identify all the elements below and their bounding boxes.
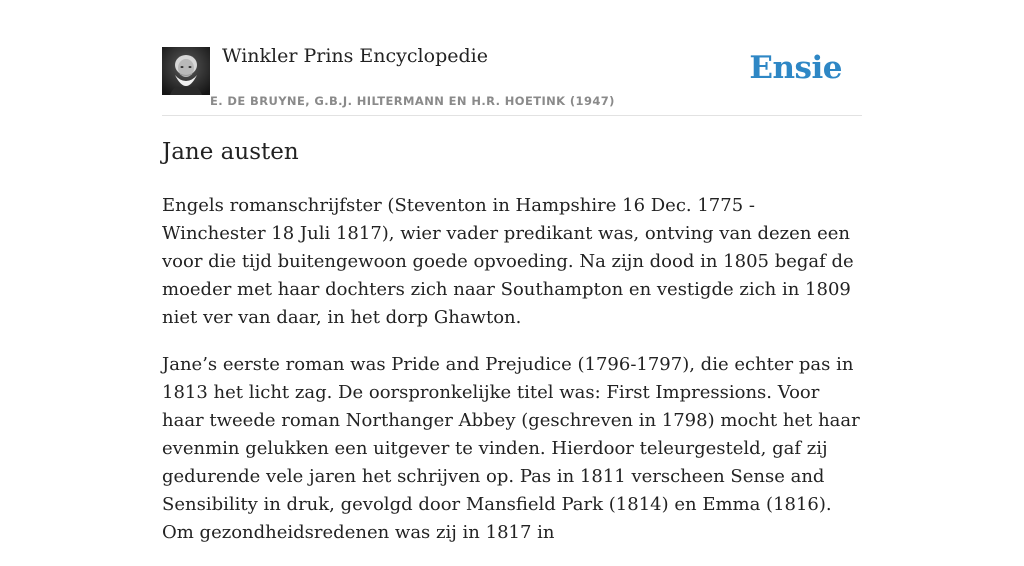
article-paragraph: Jane’s eerste roman was Pride and Prejudice (1796-1797), die echter pas in 1813 het licht zag. De oorspronkelijke titel was: First Impressions. Voor haar tweede roman Northanger Abbey (geschreven in 1798) mocht het haar evenmin gelukken een uitgever te vinden. Hierdoor teleurgesteld, gaf zij gedurende vele jaren het schrijven op. Pas in 1811 verscheen Sense and Sensibility in druk, gevolgd door Mansfield Park (1814) en Emma (1816). Om gezondheidsredenen was zij in 1817 in	[162, 354, 860, 543]
content-container	[162, 0, 862, 543]
site-title: Winkler Prins Encyclopedie	[222, 45, 488, 67]
author-portrait-icon	[162, 47, 210, 95]
article-body	[162, 192, 862, 566]
ensie-logo-link[interactable]: Ensie	[749, 50, 842, 86]
article-title: Jane austen	[162, 139, 299, 165]
author-byline: E. DE BRUYNE, G.B.J. HILTERMANN EN H.R. HOETINK (1947)	[210, 94, 615, 108]
avatar	[162, 47, 210, 95]
site-header	[162, 0, 862, 116]
article-paragraph: Engels romanschrijfster (Steventon in Hampshire 16 Dec. 1775 - Winchester 18 Juli 1817), wier vader predikant was, ontving van dezen een voor die tijd buitengewoon goede opvoeding. Na zijn dood in 1805 begaf de moeder met haar dochters zich naar Southampton en vestigde zich in 1809 niet ver van daar, in het dorp Ghawton.	[162, 195, 854, 328]
